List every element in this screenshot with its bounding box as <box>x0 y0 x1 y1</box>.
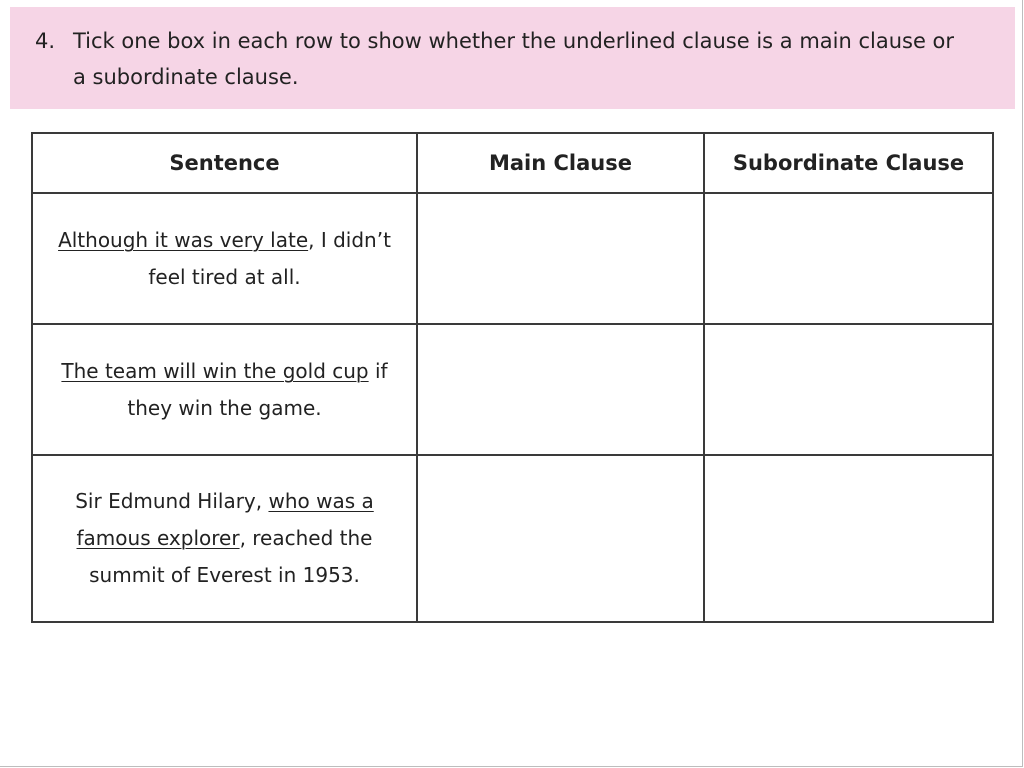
underlined-clause: who was a famous explorer <box>76 489 374 550</box>
header-row <box>32 133 993 193</box>
header-subordinate-clause: Subordinate Clause <box>704 133 993 193</box>
question-text: Tick one box in each row to show whether the underlined clause is a main clause or a subordinate clause. <box>73 29 955 89</box>
subordinate-clause-tick-box[interactable] <box>704 193 993 324</box>
sentence-before: Sir Edmund Hilary, <box>75 489 269 513</box>
header-sentence: Sentence <box>32 133 417 193</box>
underlined-clause: Although it was very late <box>58 227 309 252</box>
sentence-cell <box>32 324 417 455</box>
question-number: 4. <box>35 29 56 53</box>
clause-table <box>31 132 994 623</box>
main-clause-tick-box[interactable] <box>417 193 704 324</box>
underlined-clause: The team will win the gold cup <box>61 358 369 383</box>
sentence-cell <box>32 455 417 622</box>
question-banner <box>10 7 1015 109</box>
table-row <box>32 324 993 455</box>
sentence-cell <box>32 193 417 324</box>
main-clause-tick-box[interactable] <box>417 455 704 622</box>
sentence-after: if they win the game. <box>127 358 388 420</box>
sentence-text <box>61 359 387 420</box>
subordinate-clause-tick-box[interactable] <box>704 324 993 455</box>
subordinate-clause-tick-box[interactable] <box>704 455 993 622</box>
main-clause-tick-box[interactable] <box>417 324 704 455</box>
sentence-text <box>75 489 374 587</box>
table-row <box>32 455 993 622</box>
sentence-after: , I didn’t feel tired at all. <box>148 227 391 289</box>
table-row <box>32 193 993 324</box>
sentence-text <box>58 228 391 289</box>
sentence-after: , reached the summit of Everest in 1953. <box>89 526 373 587</box>
header-main-clause: Main Clause <box>417 133 704 193</box>
